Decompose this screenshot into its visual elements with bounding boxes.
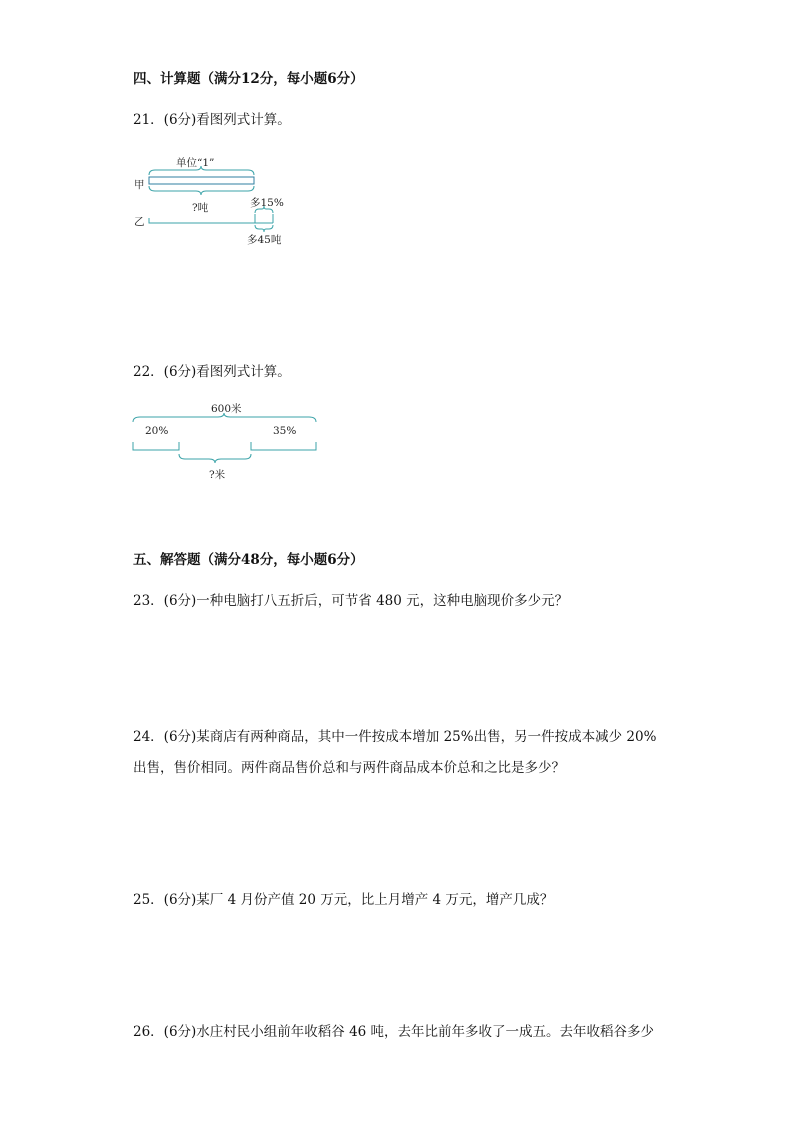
question-23: 23．(6分)一种电脑打八五折后，可节省 480 元，这种电脑现价多少元？ [133, 593, 569, 609]
section-4-heading: 四、计算题（满分12分，每小题6分） [133, 71, 364, 87]
question-22: 22．(6分)看图列式计算。 [133, 364, 291, 380]
question-25: 25．(6分)某厂 4 月份产值 20 万元，比上月增产 4 万元，增产几成？ [133, 892, 554, 908]
diagram-21-unit-label: 单位“1” [176, 157, 215, 169]
diagram-21-more-pct-label: 多15% [250, 197, 284, 209]
diagram-22-middle-label: ?米 [209, 469, 226, 481]
question-24-line-2: 出售，售价相同。两件商品售价总和与两件商品成本价总和之比是多少？ [133, 760, 565, 776]
diagram-21-tons-label: ?吨 [192, 202, 209, 214]
section-5-heading: 五、解答题（满分48分，每小题6分） [133, 552, 364, 568]
diagram-21-more-tons-label: 多45吨 [247, 234, 282, 246]
diagram-22-total-label: 600米 [211, 403, 242, 415]
diagram-22-left-label: 20% [145, 425, 169, 437]
diagram-22-right-label: 35% [273, 425, 297, 437]
question-26: 26．(6分)水庄村民小组前年收稻谷 46 吨，去年比前年多收了一成五。去年收稻谷多少 [133, 1024, 655, 1040]
question-21: 21．(6分)看图列式计算。 [133, 112, 291, 128]
diagram-21-jia-label: 甲 [134, 179, 145, 191]
diagram-21-yi-label: 乙 [134, 216, 145, 228]
question-24-line-1: 24．(6分)某商店有两种商品，其中一件按成本增加 25%出售，另一件按成本减少 20% [133, 729, 657, 745]
